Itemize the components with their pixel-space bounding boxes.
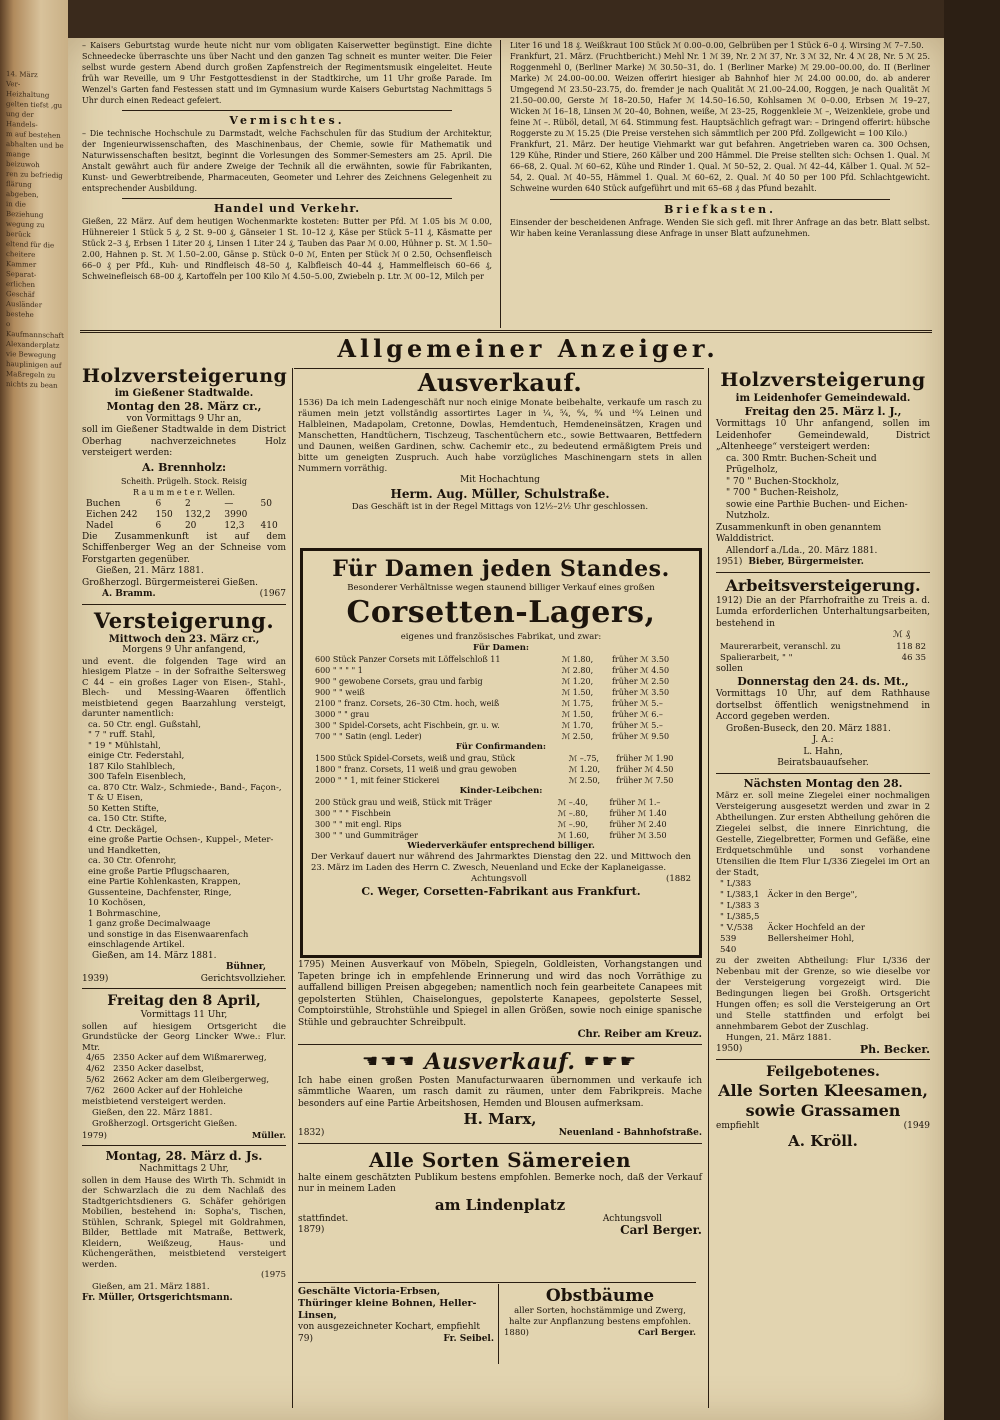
montag-time: Nachmittags 2 Uhr, — [139, 1164, 229, 1174]
holz-right-items: ca. 300 Rmtr. Buchen-Scheit und Prügelholz, " 70 " Buchen-Stockholz, " 700 " Buchen-Reisholz, sowie eine Parthie Buchen- und Eichen-Nutzholz. — [726, 453, 908, 521]
table-cell: früher ℳ 1.40 — [609, 809, 667, 818]
left-page-fragment — [0, 0, 68, 1420]
table-cell: früher ℳ 4.50 — [616, 765, 674, 774]
table-cell: — — [224, 498, 234, 509]
table-cell: ℳ 1.80, — [561, 655, 594, 664]
table-row — [716, 934, 869, 945]
table-cell: ℳ 1.60, — [557, 831, 590, 840]
holz-sign: Großherzogl. Bürgermeisterei Gießen. — [82, 577, 259, 588]
saemereien-place: am Lindenplatz — [434, 1195, 566, 1214]
table-cell: 4/62 — [86, 1064, 106, 1074]
table-cell: 1800 " franz. Corsets, 11 weiß und grau gewoben — [315, 765, 517, 774]
arb-table — [716, 642, 930, 664]
erbsen-number: 79) — [298, 1333, 313, 1344]
table-cell: Äcker Hochfeld an der — [767, 922, 865, 933]
left-page-line: 14. März — [6, 69, 38, 80]
table-row — [311, 687, 691, 698]
top-left-news — [82, 40, 492, 282]
ausverkauf-title: Ausverkauf. — [417, 368, 583, 397]
left-page-line: ung der Handels- — [6, 109, 38, 130]
table-cell: 2100 " franz. Corsets, 26–30 Ctm. hoch, weiß — [315, 699, 500, 708]
table-cell: " L/383 3 — [720, 900, 760, 911]
holz-right-title: Holzversteigerung — [720, 369, 926, 391]
kinder-heading: Kinder-Leibchen: — [459, 786, 543, 796]
table-cell: Eichen 242 — [86, 509, 138, 520]
kleesamen-number: (1949 — [903, 1120, 930, 1131]
fuer-damen-heading: Für Damen: — [472, 643, 530, 653]
top-right-news — [510, 40, 930, 239]
table-row — [311, 654, 691, 665]
table-row — [311, 665, 691, 676]
table-cell: 410 — [260, 520, 278, 531]
ausverkauf2-signer: H. Marx, — [463, 1110, 537, 1128]
verst-role: Gerichtsvollzieher. — [200, 973, 286, 984]
table-cell: früher ℳ 7.50 — [616, 776, 674, 785]
left-page-line: wegung zu berück — [6, 219, 45, 239]
naechsten-text: März er. soll meine Ziegelei einer nochmaligen Versteigerung ausgesetzt werden und zwar in 2 Abtheilungen. Zur ersten Abtheilung gehören die Ziegelei selbst, die innere Einrichtung, die Gestelle, Ziegelbretter, Formen und Gefäße, eine Erdquetschmühle und sonst vorhandene Utensilien die Item Flur L/336 Ziegelei im Ort an der Stadt, — [716, 790, 930, 878]
saemereien-text: halte einem geschätzten Publikum bestens empfohlen. Bemerke noch, daß der Verkauf nur in meinem Laden — [298, 1172, 702, 1194]
table-cell: 900 " gewobene Corsets, grau und farbig — [315, 677, 483, 686]
ausverkauf-text: 1536) Da ich mein Ladengeschäft nur noch einige Monate beibehalte, verkaufe um rasch zu räumen mein jetzt vollständig assortirtes Lager in ¼, ⁵⁄₄, ⁶⁄₄, ⁸⁄₄ und ¹⁰⁄₄ Leinen und Halbleinen, Madapolam, Cretonne, Dowlas, Hemdentuch, Hemdeneinsätzen, Kragen und Manschetten, Handtüchern, Tischzeug, Taschentüchern etc., sowie Bettwaaren, Bettfedern und Daunen, weißen Gardinen, schw. Cachemir etc., zu bedeutend ermäßigtem Preis und bitte um geneigten Zuspruch. Auch habe vorzügliches Maschinengarn stets in allen Nummern vorräthig. — [298, 398, 702, 474]
kleesamen-emp: empfiehlt — [716, 1120, 760, 1131]
table-row — [82, 1075, 273, 1086]
holz-table-head: Scheith. Prügelh. Stock. Reisig — [121, 476, 247, 486]
table-cell: ℳ 1.70, — [561, 721, 594, 730]
holz-signer: A. Bramm. — [102, 589, 156, 599]
table-row — [311, 676, 691, 687]
table-cell: 5/62 — [86, 1075, 106, 1085]
table-cell: 150 — [155, 509, 173, 520]
freitag-text: sollen auf hiesigem Ortsgericht die Grundstücke der Georg Lincker Wwe.: Flur. Mtr. — [82, 1021, 286, 1053]
montag-signer: Fr. Müller, Ortsgerichtsmann. — [82, 1293, 233, 1303]
table-cell: 12,3 — [224, 520, 245, 531]
table-cell: 3000 " " grau — [315, 710, 370, 719]
table-cell: Bellersheimer Hohl, — [767, 933, 855, 944]
table-row — [311, 819, 691, 830]
table-row — [311, 731, 691, 742]
table-cell: Maurerarbeit, veranschl. zu — [720, 641, 841, 652]
ausverkauf2-number: 1832) — [298, 1128, 325, 1138]
verst-time: Morgens 9 Uhr anfangend, — [122, 645, 246, 655]
corsetten-ad-box — [300, 548, 702, 958]
holz-right-signer: Bieber, Bürgermeister. — [748, 557, 864, 567]
table-cell: ℳ –.80, — [557, 809, 589, 818]
table-row — [82, 510, 286, 521]
versteigerung-title: Versteigerung. — [93, 607, 275, 633]
table-cell: früher ℳ 4.50 — [611, 666, 670, 675]
briefkasten-text: Einsender der bescheidenen Anfrage. Wenden Sie sich gefl. mit Ihrer Anfrage an das betr. Blatt selbst. Wir haben keine Veranlassung diese Anfrage in unser Blatt aufzunehmen. — [510, 218, 930, 238]
table-cell: 2350 Acker auf dem Wißmarerweg, — [113, 1053, 267, 1063]
holz-date: Montag den 28. März cr., — [106, 399, 262, 413]
table-row — [82, 521, 286, 532]
holz-title: Holzversteigerung — [82, 365, 288, 387]
table-row — [716, 901, 869, 912]
kleesamen-title: Alle Sorten Kleesamen, sowie Grassamen — [718, 1080, 928, 1120]
table-row — [716, 945, 869, 956]
table-cell: 4/65 — [86, 1053, 106, 1063]
arbeitsversteigerung-title: Arbeitsversteigerung. — [725, 575, 921, 595]
table-cell: " V./538 — [720, 922, 754, 933]
saemereien-title: Alle Sorten Sämereien — [368, 1147, 632, 1172]
corsetten-title: Corsetten-Lagers, — [346, 595, 656, 630]
column-rule — [292, 368, 293, 1408]
montag-text: sollen in dem Hause des Wirth Th. Schmidt in der Schwarzlach die zu dem Nachlaß des Stadtgerichtsdieners G. Schäfer gehörigen Mobilien, bestehend in: Sopha's, Tischen, Stühlen, Schrank, Spiegel mit Goldrahmen, Bilder, Bettlade mit Matraße, Bettwerk, Kleidern, Weißzeug, Haus- und Küchengeräthen, meistbietend versteigert werden. — [82, 1175, 286, 1270]
table-cell: ℳ 1.50, — [561, 710, 594, 719]
hand-pointer-icon: ☛☛☛ — [583, 1050, 638, 1072]
saemereien-end: stattfindet. — [298, 1213, 349, 1224]
table-row — [716, 923, 869, 934]
montag-number: (1975 — [261, 1270, 286, 1280]
damen-signer: C. Weger, Corsetten-Fabrikant aus Frankfurt. — [361, 885, 641, 898]
arb-text2: sollen — [716, 663, 743, 674]
verst-text: und event. die folgenden Tage wird an hiesigem Platze – in der Sofraithe Seltersweg C 44 – ein großes Lager von Eisen-, Stahl-, Blech- und Messing-Waaren öffentlich meistbietend gegen Baarzahlung versteigt, darunter namentlich: — [82, 656, 286, 719]
naechsten-title: Nächsten Montag den 28. — [743, 776, 903, 790]
vermischtes-heading: Vermischtes. — [229, 114, 345, 127]
table-row — [311, 698, 691, 709]
table-cell: 2600 Acker auf der Hohleiche — [113, 1086, 243, 1096]
ausverkauf-signer: Herm. Aug. Müller, Schulstraße. — [390, 486, 610, 501]
table-cell: früher ℳ 3.50 — [611, 655, 670, 664]
holz-end: Die Zusammenkunft ist auf dem Schiffenberger Weg an der Schneise vom Forstgarten gegenüber. — [82, 531, 286, 565]
table-row — [311, 764, 691, 775]
table-cell: 2662 Acker am dem Gleibergerweg, — [113, 1075, 270, 1085]
left-page-line: Maßregeln zu — [6, 369, 56, 380]
briefkasten-heading: Briefkasten. — [664, 203, 776, 216]
table-cell: 2000 " " 1, mit feiner Stickerei — [315, 776, 440, 785]
vermischtes-article: – Die technische Hochschule zu Darmstadt, welche Fachschulen für das Studium der Architektur, der Ingenieurwissenschaften, des Maschinenbaus, der Chemie, sowie für Mathematik und Naturwissenschaften besitzt, beginnt die Vorlesungen des Sommer-Semesters am 25. April. Die Anstalt gewährt auch für andere Zweige der Technik all die erwähnten, sowie für Fabrikanten, Kunst- und Gewerbtreibende, Pharmaceuten, Geometer und Lehrer des Zeichnens Gelegenheit zu entsprechender Ausbildung. — [82, 129, 492, 193]
erbsen-sub: von ausgezeichneter Kochart, empfiehlt — [298, 1322, 481, 1332]
verst-date: Mittwoch den 23. März cr., — [108, 633, 260, 645]
table-cell: 600 Stück Panzer Corsets mit Löffelschloß 11 — [315, 655, 501, 664]
table-cell: " L/385,5 — [720, 911, 760, 922]
table-cell: ℳ 2.50, — [561, 732, 594, 741]
left-page-line: flärung abgeben, — [6, 179, 39, 200]
right-column-ads — [716, 368, 930, 1150]
table-cell: ℳ 1.20, — [561, 677, 594, 686]
handel-article: Gießen, 22 März. Auf dem heutigen Wochenmarkte kosteten: Butter per Pfd. ℳ 1.05 bis ℳ 0.00, Hühnereier 1 Stück 5 ₰, 2 St. 9–00 ₰, Gänseier 1 St. 10–12 ₰, Käse per Stück 5–11 ₰, Käsmatte per Stück 2–3 ₰, Erbsen 1 Liter 20 ₰, Linsen 1 Liter 24 ₰, Tauben das Paar ℳ 0.00, Hühner p. St. ℳ 1.50–2.00, Hahnen p. St. ℳ 1.50–2.00, Gänse p. Stück 0–0 ℳ, Enten per Stück ℳ 0 2.50, Ochsenfleisch 66–0 ₰ per Pfd., Kuh- und Rindfleisch 48–50 ₰, Kalbfleisch 40–44 ₰, Hammelfleisch 60–66 ₰, Schweinefleisch 68–00 ₰, Kartoffeln per 100 Kilo ℳ 4.50–5.00, Zwiebeln p. Ltr. ℳ 00–12, Milch per — [82, 217, 492, 281]
table-cell: 200 Stück grau und weiß, Stück mit Träger — [315, 798, 492, 807]
table-cell: ℳ 2.80, — [561, 666, 594, 675]
holz-text: soll im Gießener Stadtwalde in dem District Oberhag nachverzeichnetes Holz versteigert werden: — [82, 425, 286, 458]
left-page-line: abhalten und be — [6, 139, 64, 150]
table-cell: ℳ 1.50, — [561, 688, 594, 697]
table-cell — [257, 510, 286, 521]
naechsten-place: Hungen, 21. März 1881. — [726, 1032, 832, 1043]
damen-title: Für Damen jeden Standes. — [332, 556, 670, 582]
table-cell: 540 — [720, 944, 737, 955]
freitag-end: meistbietend versteigert werden. — [82, 1097, 226, 1107]
left-page-line: vie Bewegung — [6, 349, 56, 360]
left-page-line: o Kaufmannschaft — [6, 319, 64, 341]
reiber-text: 1795) Meinen Ausverkauf von Möbeln, Spiegeln, Goldleisten, Vorhangstangen und Tapeten bringe ich in empfehlende Erinnerung und wird das noch Vorräthige zu auffallend billigen Preisen abgegeben; namentlich noch fein gearbeitete Canapees mit gepolsterten Stühlen, Chaiselongues, gepolsterte Kanapees, gepolsterte Sessel, Comptoirstühle, Strohstühle und Spiegel in allen Größen, sowie noch einige spanische Stühle und gebrauchter Schreibpult. — [298, 960, 702, 1028]
table-cell: ℳ 1.75, — [561, 699, 594, 708]
table-cell: ℳ –.90, — [557, 820, 589, 829]
table-cell: früher ℳ 2.40 — [609, 820, 667, 829]
newspaper-page — [68, 38, 944, 1420]
table-cell: 300 " " " Fischbein — [315, 809, 391, 818]
dark-background-right — [944, 0, 1000, 1420]
table-row — [311, 775, 691, 786]
saemereien-number: 1879) — [298, 1225, 325, 1235]
arb-unit: ℳ ₰ — [893, 630, 910, 640]
damen-price-table — [311, 654, 691, 742]
table-cell: 2 — [184, 498, 191, 509]
obstbaeume-text: aller Sorten, hochstämmige und Zwerg, halte zur Anpflanzung bestens empfohlen. — [509, 1306, 691, 1327]
table-cell: früher ℳ 5.– — [611, 721, 663, 730]
table-cell: 300 " Spidel-Corsets, acht Fischbein, gr. u. w. — [315, 721, 500, 730]
table-cell: 1500 Stück Spidel-Corsets, weiß und grau, Stück — [315, 754, 516, 763]
confirmanden-heading: Für Confirmanden: — [455, 742, 547, 752]
table-cell: früher ℳ 9.50 — [611, 732, 670, 741]
column-rule — [498, 1284, 499, 1364]
table-cell: 600 " " " " 1 — [315, 666, 363, 675]
table-cell: 6 — [155, 498, 162, 509]
feilgebotenes-title: Feilgebotenes. — [766, 1063, 880, 1080]
kinder-price-table — [311, 797, 691, 841]
hand-pointer-icon: ☚☚☚ — [362, 1050, 417, 1072]
masthead-allgemeiner-anzeiger: Allgemeiner Anzeiger. — [337, 334, 719, 363]
arb-date: Donnerstag den 24. ds. Mt., — [737, 675, 909, 688]
arb-text: 1912) Die an der Pfarrhofraithe zu Treis a. d. Lumda erforderlichen Unterhaltungsarbeiten, bestehend in — [716, 595, 930, 629]
left-page-line: m auf bestehen — [6, 129, 61, 140]
table-cell: ℳ –.75, — [568, 754, 599, 763]
table-cell: Spalierarbeit, " " — [720, 652, 793, 663]
table-cell: 20 — [184, 520, 197, 531]
left-column-ads — [82, 364, 286, 1305]
left-page-line: Alexanderplatz — [6, 339, 60, 350]
verst-place: Gießen, am 14. März 1881. — [92, 950, 217, 961]
left-page-line: in die Beziehung — [6, 199, 44, 220]
kaiser-article: – Kaisers Geburtstag wurde heute nicht nur vom obligaten Kaiserwetter begünstigt. Eine dichte Schneedecke überraschte uns über Nacht und den ganzen Tag schneit es munter weiter. Die Feier selbst wurde gestern Abend durch großen Zapfenstreich der Regimentsmusik eingeleitet. Heute früh war Reveille, um 9 Uhr Festgottesdienst in der Stadtkirche, um 11 Uhr große Parade. Im Wenzel's Garten fand Festessen statt und im Gymnasium wurde Kaisers Geburtstag Nachmittags 5 Uhr durch einen Redeact gefeiert. — [82, 41, 492, 105]
table-cell: 7/62 — [86, 1086, 106, 1096]
table-cell: " L/383 — [720, 878, 752, 889]
table-cell: 46 35 — [901, 652, 926, 663]
column-rule — [500, 40, 501, 328]
arb-text3: Vormittags 10 Uhr, auf dem Rathhause dortselbst öffentlich wenigstnehmend in Accord gegeben werden. — [716, 689, 930, 722]
table-cell: Äcker in den Berge", — [767, 889, 858, 900]
table-cell: 300 " " und Gummiträger — [315, 831, 418, 840]
arb-signer: L. Hahn, — [803, 746, 843, 757]
damen-subtitle: Besonderer Verhältnisse wegen staunend billiger Verkauf eines großen — [347, 583, 655, 593]
table-cell: 50 — [260, 498, 272, 509]
table-cell: " L/383,1 — [720, 889, 760, 900]
table-cell: 900 " " weiß — [315, 688, 365, 697]
table-cell — [763, 912, 868, 923]
erbsen-signer: Fr. Seibel. — [443, 1333, 494, 1344]
obstbaeume-signer: Carl Berger. — [637, 1328, 696, 1338]
table-row — [716, 912, 869, 923]
ausverkauf2-address: Neuenland - Bahnhofstraße. — [558, 1128, 702, 1138]
naechsten-signer: Ph. Becker. — [859, 1043, 930, 1056]
table-row — [311, 808, 691, 819]
verst-number: 1939) — [82, 973, 109, 984]
left-page-line: mange beizuwoh — [6, 149, 40, 170]
holz-time: von Vormittags 9 Uhr an, — [126, 413, 242, 424]
left-page-line: nichts zu bean — [6, 379, 58, 390]
naechsten-number: 1950) — [716, 1044, 743, 1054]
saemereien-greeting: Achtungsvoll — [602, 1213, 662, 1224]
column-rule — [708, 368, 709, 1408]
confirmanden-price-table — [311, 753, 691, 786]
table-row — [716, 653, 930, 664]
corsetten-subtitle: eigenes und französisches Fabrikat, und zwar: — [400, 632, 602, 642]
table-row — [82, 1064, 273, 1075]
table-row — [82, 1053, 273, 1064]
table-row — [716, 642, 930, 653]
market-reports: Liter 16 und 18 ₰. Weißkraut 100 Stück ℳ 0.00–0.00, Gelbrüben per 1 Stück 6–0 ₰. Wirsing ℳ 7–7.50. Frankfurt, 21. März. (Fruchtbericht.) Mehl Nr. 1 ℳ 39, Nr. 2 ℳ 37, Nr. 3 ℳ 32, Nr. 4 ℳ 28, Nr. 5 ℳ 25. Roggenmehl 0, (Berliner Marke) ℳ 30.50–31, do. 1 (Berliner Marke) ℳ 29.00–00.00, do. II (Berliner Marke) ℳ 24.00–00.00. Weizen offerirt hiesiger ab Bahnhof hier ℳ 24.00 00.00, do. ab anderer Umgegend ℳ 23.50–23.75, do. fremder je nach Qualität ℳ 21.00–24.00, Roggen, je nach Qualität ℳ 21.50–00.00, Gerste ℳ 18–20.50, Hafer ℳ 14.50–16.50, Kohlsamen ℳ 0–0.00, Erbsen ℳ 19–27, Wicken ℳ 16–18, Linsen ℳ 20–40, Bohnen, weiße, ℳ 23–25, Roggenkleie ℳ –, Weizenkleie, grobe und feine ℳ –. Rüböl, detail, ℳ 64. Stimmung fest. Hauptsächlich gefragt war: – Dringend offerirt: hübsche Roggerste zu ℳ 15.25 (Die Preise verstehen sich sämmtlich per 200 Pfd. Zollgewicht = 100 Kilo.) Frankfurt, 21. März. Der heutige Viehmarkt war gut befahren. Angetrieben waren ca. 300 Ochsen, 129 Kühe, Rinder und Stiere, 260 Kälber und 200 Hämmel. Die Preise stellten sich: Ochsen 1. Qual. ℳ 66–68, 2. Qual. ℳ 60–62, Kühe und Rinder 1. Qual. ℳ 50–52, 2. Qual. ℳ 42–44, Kälber 1. Qual. ℳ 52–54, 2. Qual. ℳ 40–55, Hämmel 1. Qual. ℳ 60–62, 2. Qual. ℳ 40 50 per 100 Pfd. Schlachtgewicht. Schweine wurden 640 Stück aufgeführt und mit 65–68 ₰ das Pfund bezahlt. — [510, 41, 930, 193]
left-page-line: ren zu befriedig — [6, 169, 63, 180]
table-cell: 539 — [720, 933, 737, 944]
freitag-table — [82, 1053, 273, 1097]
left-page-text — [6, 69, 64, 391]
left-page-line: eltend für die — [6, 239, 55, 250]
table-row — [311, 753, 691, 764]
holz-right-date: Freitag den 25. März l. J., — [744, 405, 902, 418]
table-cell: 300 " " mit engl. Rips — [315, 820, 402, 829]
verst-signer: Bühner, — [225, 962, 266, 972]
holz-brennholz: A. Brennholz: — [141, 460, 227, 474]
freitag-number: 1979) — [82, 1130, 107, 1141]
table-cell: Buchen — [86, 498, 121, 509]
table-cell: ℳ 1.20, — [568, 765, 601, 774]
freitag-title: Freitag den 8 April, — [107, 993, 261, 1009]
freitag-time: Vormittags 11 Uhr, — [140, 1010, 228, 1020]
naechsten-text2: zu der zweiten Abtheilung: Flur L/336 der Nebenbau mit der Grenze, so wie dieselbe vor der Versteigerung vorgezeigt wird. Die Bedingungen liegen bei Großh. Ortsgericht Hungen offen; es soll die Versteigerung an Ort und Stelle stattfinden und erfolgt bei annehmbarem Gebot der Zuschlag. — [716, 955, 930, 1032]
table-cell — [763, 901, 868, 912]
handel-heading: Handel und Verkehr. — [213, 202, 361, 215]
table-row — [311, 720, 691, 731]
holz-right-text: Vormittags 10 Uhr anfangend, sollen im Leidenhofer Gemeindewald, District „Altenheege“ versteigert werden: — [716, 419, 930, 452]
holz-table — [82, 499, 286, 532]
table-cell: 3990 — [224, 509, 248, 520]
holz-subtitle: im Gießener Stadtwalde. — [114, 388, 254, 399]
table-cell: 118 82 — [896, 641, 926, 652]
left-page-line: Heizhaltung — [6, 89, 50, 100]
ausverkauf2-title: Ausverkauf. — [424, 1048, 576, 1075]
section-rule — [80, 330, 932, 333]
section-rule — [298, 1282, 696, 1283]
table-row — [311, 830, 691, 841]
left-page-line: Kammer Separat- — [6, 259, 37, 280]
table-cell: früher ℳ 1.– — [609, 798, 661, 807]
left-page-line: Ver- — [6, 79, 21, 89]
left-page-line: hauplinigen auf — [6, 359, 62, 370]
left-page-line: Ausländer bestehe — [6, 299, 43, 319]
left-page-line: cheitere — [6, 249, 36, 260]
naechsten-table — [716, 879, 869, 956]
wiederverkaeufer: Wiederverkäufer entsprechend billiger. — [407, 841, 595, 851]
table-cell: früher ℳ 1.90 — [616, 754, 674, 763]
obstbaeume-ad — [504, 1286, 696, 1339]
ausverkauf-greeting: Mit Hochachtung — [460, 475, 540, 485]
obstbaeume-number: 1880) — [504, 1328, 529, 1338]
table-cell: 2350 Acker daselbst, — [113, 1064, 204, 1074]
arb-place: Großen-Buseck, den 20. März 1881. — [726, 723, 891, 734]
montag-title: Montag, 28. März d. Js. — [105, 1149, 263, 1163]
table-cell — [763, 945, 868, 956]
table-row — [311, 709, 691, 720]
freitag-signer: Müller. — [251, 1130, 286, 1141]
obstbaeume-title: Obstbäume — [545, 1286, 655, 1306]
ausverkauf2-text: Ich habe einen großen Posten Manufacturwaaren übernommen und verkaufe ich sämmtliche Waaren, um rasch damit zu räumen, unter dem Fabrikpreis. Mache besonders auf eine Partie Arbeitshosen, Hemden und Blousen aufmerksam. — [298, 1075, 702, 1109]
left-page-line: erlichen Geschäf — [6, 279, 36, 299]
table-row — [82, 1086, 273, 1097]
table-cell: 700 " " Satin (engl. Leder) — [315, 732, 422, 741]
left-page-line: gelten tiefst ,gu — [6, 99, 63, 110]
table-cell: ℳ 2.50, — [568, 776, 601, 785]
table-row — [716, 879, 869, 890]
freitag-place: Gießen, den 22. März 1881. — [92, 1107, 213, 1118]
damen-text: Der Verkauf dauert nur während des Jahrmarktes Dienstag den 22. und Mittwoch den 23. März im Laden des Herrn C. Zwesch, Neuenland und Ecke der Kaplaneigasse. — [311, 852, 691, 873]
table-cell — [763, 879, 868, 890]
table-row — [82, 499, 286, 510]
holz-table-head2: R a u m m e t e r. Wellen. — [132, 488, 236, 497]
damen-greeting: Achtungsvoll — [471, 874, 527, 884]
table-cell: 6 — [155, 520, 162, 531]
holz-number: (1967 — [259, 589, 286, 599]
table-row — [311, 797, 691, 808]
saemereien-signer: Carl Berger. — [620, 1223, 702, 1237]
erbsen-text: Geschälte Victoria-Erbsen, Thüringer kleine Bohnen, Heller-Linsen, — [298, 1286, 477, 1321]
ausverkauf-note: Das Geschäft ist in der Regel Mittags von 12½–2½ Uhr geschlossen. — [351, 501, 649, 512]
damen-number: (1882 — [666, 874, 691, 884]
table-cell: früher ℳ 3.50 — [611, 688, 670, 697]
holz-right-place: Allendorf a./Lda., 20. März 1881. — [726, 545, 878, 556]
table-cell: früher ℳ 2.50 — [611, 677, 670, 686]
freitag-sign: Großherzogl. Ortsgericht Gießen. — [92, 1119, 238, 1129]
table-cell: ℳ –.40, — [557, 798, 589, 807]
center-column-ads — [298, 368, 702, 513]
arb-role: Beiratsbauaufseher. — [777, 758, 869, 768]
table-row — [716, 890, 869, 901]
table-cell: 132,2 — [184, 509, 211, 520]
arb-sign: J. A.: — [812, 735, 834, 745]
table-cell: Nadel — [86, 520, 114, 531]
holz-right-end: Zusammenkunft in oben genanntem Walddistrict. — [716, 522, 882, 544]
table-cell: früher ℳ 5.– — [611, 699, 663, 708]
montag-place: Gießen, am 21. März 1881. — [92, 1281, 210, 1292]
kleesamen-signer: A. Kröll. — [788, 1132, 858, 1150]
erbsen-ad — [298, 1286, 494, 1345]
table-cell: früher ℳ 3.50 — [609, 831, 667, 840]
table-cell: früher ℳ 6.– — [611, 710, 663, 719]
reiber-signer: Chr. Reiber am Kreuz. — [577, 1029, 702, 1040]
verst-items: ca. 50 Ctr. engl. Gußstahl, " 7 " ruff. Stahl, " 19 " Mühlstahl, einige Ctr. Federstahl, 187 Kilo Stahlblech, 300 Tafeln Eisenblech, ca. 870 Ctr. Walz-, Schmiede-, Band-, Façon-, T & U Eisen, 50 Ketten Stifte, ca. 150 Ctr. Stifte, 4 Ctr. Deckägel, eine große Partie Ochsen-, Kuppel-, Meter- und Handketten, ca. 30 Ctr. Ofenrohr, eine große Partie Pflugschaaren, eine Partie Kohlenkasten, Krappen, Gussenteine, Dachfenster, Ringe, 10 Kochösen, 1 Bohrmaschine, 1 ganz große Decimalwaage und sonstige in das Eisenwaarenfach einschlagende Artikel. — [88, 719, 282, 950]
center-column-ads-lower — [298, 960, 702, 1237]
holz-place: Gießen, 21. März 1881. — [96, 566, 204, 576]
holz-right-subtitle: im Leidenhofer Gemeindewald. — [735, 393, 911, 404]
holz-right-number: 1951) — [716, 557, 743, 567]
